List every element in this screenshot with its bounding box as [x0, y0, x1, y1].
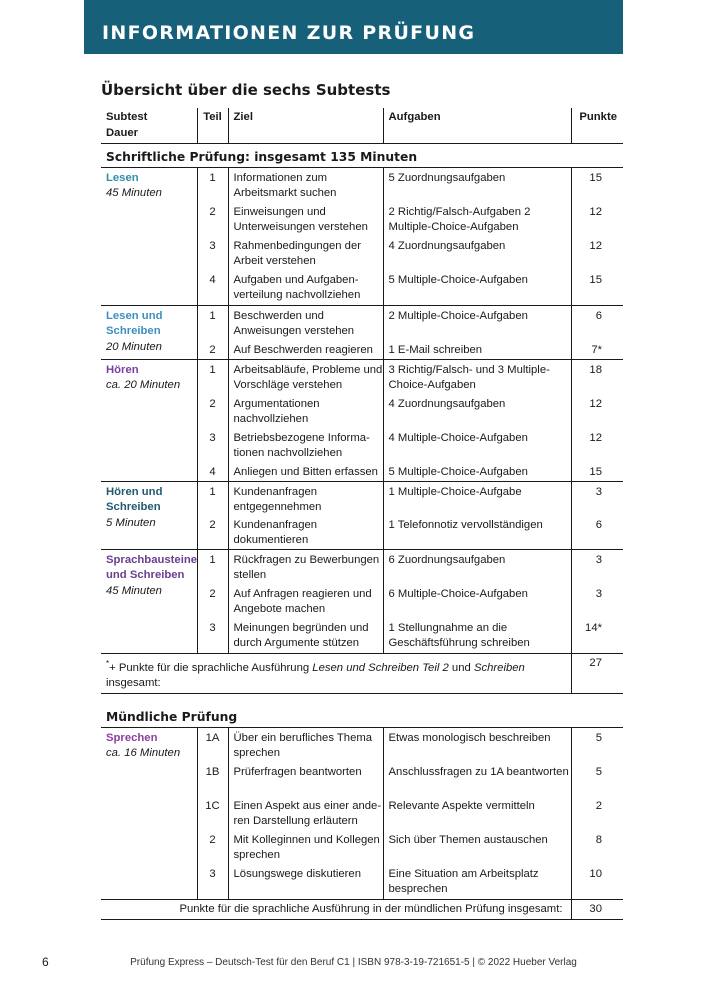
ziel-cell: Betriebsbezogene Informa-tionen nachvollziehen	[228, 429, 383, 463]
header-punkte: Punkte	[571, 108, 623, 144]
punkte-cell: 8	[571, 831, 623, 865]
punkte-cell: 3	[571, 585, 623, 619]
ziel-cell: Anliegen und Bitten erfassen	[228, 463, 383, 482]
punkte-cell: 18	[571, 359, 623, 395]
ziel-cell: Auf Beschwerden reagieren	[228, 341, 383, 360]
subtests-table	[101, 108, 623, 920]
ziel-cell: Auf Anfragen reagieren und Angebote machen	[228, 585, 383, 619]
punkte-cell: 6	[571, 516, 623, 550]
aufgaben-cell: 4 Zuordnungsaufgaben	[383, 395, 571, 429]
table-row	[101, 727, 623, 763]
ziel-cell: Lösungswege diskutieren	[228, 865, 383, 900]
subtest-cell	[101, 727, 197, 899]
teil-cell: 1	[197, 481, 228, 516]
total-suffix: insgesamt:	[106, 676, 161, 689]
teil-cell: 1	[197, 549, 228, 585]
section-oral-row	[101, 704, 623, 727]
teil-cell: 3	[197, 619, 228, 654]
section-written-title: Schriftliche Prüfung: insgesamt 135 Minuten	[106, 150, 418, 164]
ziel-cell: Einen Aspekt aus einer ande-ren Darstellung erläutern	[228, 797, 383, 831]
subtest-duration: ca. 16 Minuten	[106, 747, 181, 760]
punkte-cell: 5	[571, 763, 623, 797]
aufgaben-cell: Anschlussfragen zu 1A beantworten	[383, 763, 571, 797]
aufgaben-cell: 4 Zuordnungsaufgaben	[383, 237, 571, 271]
table-row	[101, 167, 623, 203]
table-body	[101, 108, 623, 920]
aufgaben-cell: 1 E-Mail schreiben	[383, 341, 571, 360]
ziel-cell: Mit Kolleginnen und Kollegen sprechen	[228, 831, 383, 865]
oral-total-row	[101, 899, 623, 920]
section-written-row	[101, 144, 623, 168]
punkte-cell: 5	[571, 727, 623, 763]
punkte-cell: 10	[571, 865, 623, 900]
punkte-cell: 2	[571, 797, 623, 831]
ziel-cell: Argumentationen nachvollziehen	[228, 395, 383, 429]
ziel-cell: Einweisungen und Unterweisungen verstehen	[228, 203, 383, 237]
punkte-cell: 6	[571, 305, 623, 341]
ziel-cell: Beschwerden und Anweisungen verstehen	[228, 305, 383, 341]
header-dauer-label: Dauer	[106, 126, 139, 139]
spacer-cell	[101, 694, 623, 705]
header-aufgaben: Aufgaben	[383, 108, 571, 144]
subtest-name: Lesen	[106, 171, 139, 184]
teil-cell: 1	[197, 305, 228, 341]
page-heading: Übersicht über die sechs Subtests	[101, 81, 391, 99]
aufgaben-cell: 3 Richtig/Falsch- und 3 Multiple-Choice-Aufgaben	[383, 359, 571, 395]
footer-text: Prüfung Express – Deutsch-Test für den Beruf C1 | ISBN 978-3-19-721651-5 | © 2022 Hueber Verlag	[130, 957, 577, 968]
punkte-cell: 14*	[571, 619, 623, 654]
written-total-label	[101, 653, 571, 694]
aufgaben-cell: 1 Telefonnotiz vervollständigen	[383, 516, 571, 550]
ziel-cell: Informationen zum Arbeitsmarkt suchen	[228, 167, 383, 203]
subtest-name: Lesen und Schreiben	[106, 309, 163, 337]
aufgaben-cell: Sich über Themen austauschen	[383, 831, 571, 865]
ziel-cell: Rahmenbedingungen der Arbeit verstehen	[228, 237, 383, 271]
ziel-cell: Über ein berufliches Thema sprechen	[228, 727, 383, 763]
teil-cell: 3	[197, 237, 228, 271]
table-header-row	[101, 108, 623, 144]
ziel-cell: Arbeitsabläufe, Probleme und Vorschläge verstehen	[228, 359, 383, 395]
aufgaben-cell: 5 Zuordnungsaufgaben	[383, 167, 571, 203]
punkte-cell: 15	[571, 271, 623, 306]
subtests-table-container	[101, 108, 623, 920]
teil-cell: 1B	[197, 763, 228, 797]
subtest-duration: 45 Minuten	[106, 187, 162, 199]
ziel-cell: Meinungen begründen und durch Argumente stützen	[228, 619, 383, 654]
subtest-cell	[101, 359, 197, 481]
aufgaben-cell: 2 Multiple-Choice-Aufgaben	[383, 305, 571, 341]
punkte-cell: 3	[571, 549, 623, 585]
subtest-name: Hören	[106, 363, 139, 376]
ziel-cell: Aufgaben und Aufgaben-verteilung nachvollziehen	[228, 271, 383, 306]
ziel-cell: Rückfragen zu Bewerbungen stellen	[228, 549, 383, 585]
teil-cell: 1C	[197, 797, 228, 831]
teil-cell: 2	[197, 831, 228, 865]
punkte-cell: 3	[571, 481, 623, 516]
oral-total-label: Punkte für die sprachliche Ausführung in der mündlichen Prüfung insgesamt:	[101, 899, 571, 920]
aufgaben-cell: 1 Stellungnahme an die Geschäftsführung schreiben	[383, 619, 571, 654]
teil-cell: 2	[197, 341, 228, 360]
aufgaben-cell: 6 Zuordnungsaufgaben	[383, 549, 571, 585]
subtest-duration: 45 Minuten	[106, 584, 162, 597]
aufgaben-cell: Relevante Aspekte vermitteln	[383, 797, 571, 831]
ziel-cell: Prüferfragen beantworten	[228, 763, 383, 797]
punkte-cell: 15	[571, 463, 623, 482]
teil-cell: 3	[197, 429, 228, 463]
subtest-name: Sprechen	[106, 731, 158, 744]
punkte-cell: 7*	[571, 341, 623, 360]
aufgaben-cell: 6 Multiple-Choice-Aufgaben	[383, 585, 571, 619]
subtest-name: Sprachbausteine und Schreiben	[106, 553, 198, 581]
aufgaben-cell: 2 Richtig/Falsch-Aufgaben 2 Multiple-Choice-Aufgaben	[383, 203, 571, 237]
subtest-cell	[101, 167, 197, 305]
punkte-cell: 12	[571, 203, 623, 237]
aufgaben-cell: Etwas monologisch beschreiben	[383, 727, 571, 763]
header-ziel: Ziel	[228, 108, 383, 144]
oral-total-value: 30	[571, 899, 623, 920]
subtest-cell	[101, 549, 197, 653]
header-subtest-label: Subtest	[106, 111, 148, 123]
teil-cell: 2	[197, 395, 228, 429]
teil-cell: 1A	[197, 727, 228, 763]
teil-cell: 3	[197, 865, 228, 900]
aufgaben-cell: Eine Situation am Arbeitsplatz besprechen	[383, 865, 571, 900]
section-spacer	[101, 694, 623, 705]
total-italic-1: Lesen und Schreiben Teil 2	[312, 661, 449, 674]
teil-cell: 2	[197, 585, 228, 619]
header-banner	[84, 0, 623, 54]
teil-cell: 4	[197, 271, 228, 306]
table-row	[101, 305, 623, 341]
ziel-cell: Kundenanfragen entgegennehmen	[228, 481, 383, 516]
header-subtest	[101, 108, 197, 144]
header-teil: Teil	[197, 108, 228, 144]
section-oral-title: Mündliche Prüfung	[106, 710, 238, 725]
teil-cell: 2	[197, 203, 228, 237]
teil-cell: 1	[197, 167, 228, 203]
teil-cell: 4	[197, 463, 228, 482]
table-row	[101, 549, 623, 585]
written-total-row	[101, 653, 623, 694]
page-number: 6	[42, 955, 49, 969]
aufgaben-cell: 1 Multiple-Choice-Aufgabe	[383, 481, 571, 516]
subtest-cell	[101, 481, 197, 549]
aufgaben-cell: 5 Multiple-Choice-Aufgaben	[383, 463, 571, 482]
punkte-cell: 12	[571, 395, 623, 429]
banner-title: INFORMATIONEN ZUR PRÜFUNG	[102, 22, 476, 44]
subtest-duration: 20 Minuten	[106, 340, 162, 353]
ziel-cell: Kundenanfragen dokumentieren	[228, 516, 383, 550]
total-mid: und	[448, 661, 474, 674]
written-total-value: 27	[571, 653, 623, 694]
subtest-duration: 5 Minuten	[106, 516, 156, 529]
total-prefix: + Punkte für die sprachliche Ausführung	[109, 661, 313, 674]
subtest-duration: ca. 20 Minuten	[106, 379, 181, 391]
subtest-name: Hören und Schreiben	[106, 485, 163, 513]
punkte-cell: 12	[571, 429, 623, 463]
teil-cell: 1	[197, 359, 228, 395]
footnote-star: *	[106, 658, 110, 668]
table-row	[101, 359, 623, 395]
aufgaben-cell: 5 Multiple-Choice-Aufgaben	[383, 271, 571, 306]
aufgaben-cell: 4 Multiple-Choice-Aufgaben	[383, 429, 571, 463]
subtest-cell	[101, 305, 197, 359]
punkte-cell: 12	[571, 237, 623, 271]
teil-cell: 2	[197, 516, 228, 550]
punkte-cell: 15	[571, 167, 623, 203]
table-row	[101, 481, 623, 516]
total-italic-2: Schreiben	[473, 661, 525, 674]
